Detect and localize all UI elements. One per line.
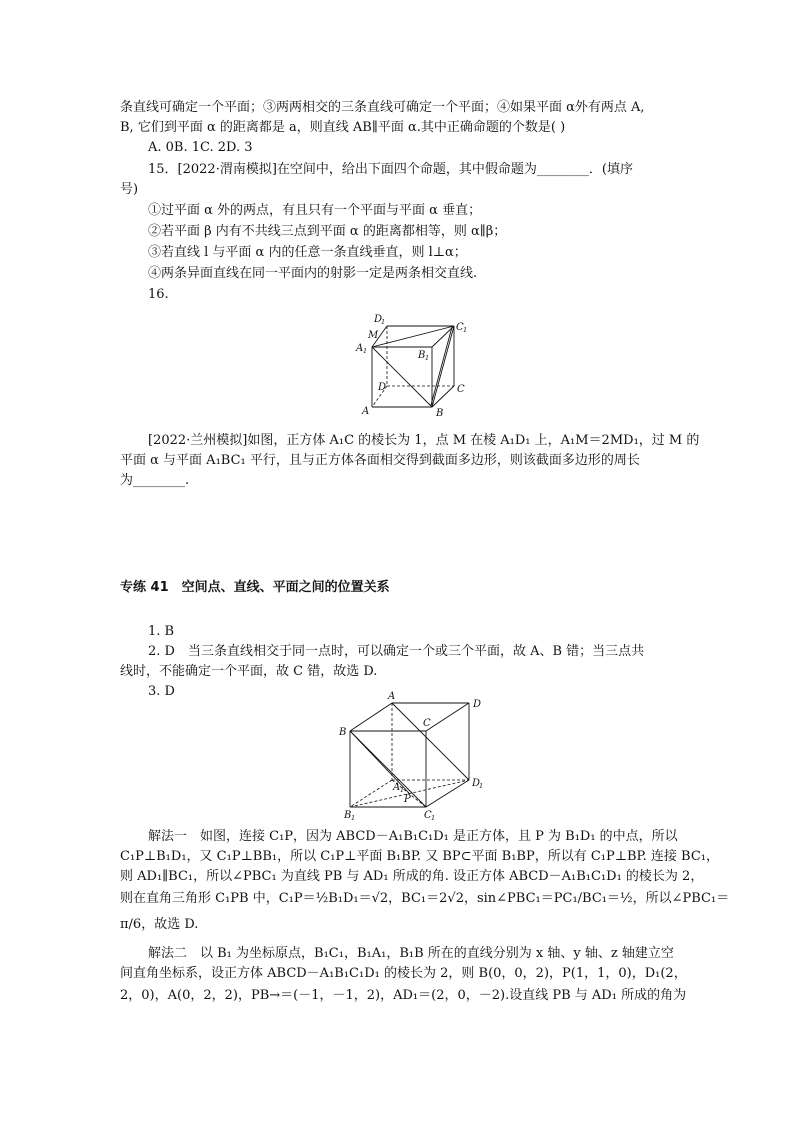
- label-D: D: [378, 382, 387, 393]
- label-B1-sub: 1: [425, 354, 430, 362]
- fig2-label-D1-sub: 1: [479, 782, 484, 790]
- p15-item-2: ②若平面 β 内有不共线三点到平面 α 的距离都相等，则 α∥β；: [148, 224, 507, 239]
- fig2-label-B: B: [339, 727, 347, 738]
- p15-item-4: ④两条异面直线在同一平面内的射影一定是两条相交直线.: [148, 266, 478, 281]
- label-C1: C: [456, 322, 464, 333]
- solution-1-line-4: 则在直角三角形 C₁PB 中，C₁P＝½B₁D₁＝√2，BC₁＝2√2，sin∠PBC₁＝PC₁/BC₁＝½，所以∠PBC₁＝: [120, 891, 730, 906]
- solution-1-line-2: C₁P⊥B₁D₁，又 C₁P⊥BB₁，所以 C₁P⊥平面 B₁BP. 又 BP⊂平面 B₁BP，所以有 C₁P⊥BP. 连接 BC₁，: [120, 849, 720, 864]
- p16-line-2: 平面 α 与平面 A₁BC₁ 平行，且与正方体各面相交得到截面多边形，则该截面多边形的周长: [120, 453, 640, 468]
- fig2-label-A1-sub: 1: [400, 786, 405, 794]
- fig2-label-B1: B: [344, 810, 352, 821]
- fig2-label-D1: D: [472, 778, 481, 789]
- cube-figure-2: [336, 690, 496, 826]
- label-M: M: [368, 330, 379, 341]
- solution-1-line-1: 解法一 如图，连接 C₁P，因为 ABCD－A₁B₁C₁D₁ 是正方体，且 P 为 B₁D₁ 的中点，所以: [148, 829, 678, 844]
- solution-1-line-3: 则 AD₁∥BC₁，所以∠PBC₁ 为直线 PB 与 AD₁ 所成的角. 设正方体 ABCD－A₁B₁C₁D₁ 的棱长为 2，: [120, 869, 704, 884]
- p14-line-1: 条直线可确定一个平面；③两两相交的三条直线可确定一个平面；④如果平面 α外有两点 A,: [120, 100, 645, 115]
- fig2-label-C: C: [423, 718, 431, 729]
- p16-line-1: [2022·兰州模拟]如图，正方体 A₁C 的棱长为 1，点 M 在棱 A₁D₁ 上，A₁M＝2MD₁，过 M 的: [148, 433, 700, 448]
- label-B: B: [436, 408, 444, 419]
- section-title: 专练 41 空间点、直线、平面之间的位置关系: [120, 580, 390, 595]
- answer-1: 1. B: [148, 624, 175, 639]
- fig2-label-A: A: [388, 691, 396, 702]
- p14-line-2: B, 它们到平面 α 的距离都是 a，则直线 AB∥平面 α.其中正确命题的个数是( ): [120, 120, 566, 135]
- solution-2-line-3: 2，0)，A(0，2，2)，PB→＝(－1，－1，2)，AD₁＝(2，0，－2).设直线 PB 与 AD₁ 所成的角为: [120, 988, 687, 1003]
- fig2-label-C1-sub: 1: [431, 814, 436, 822]
- answer-2-line-1: 2. D 当三条直线相交于同一点时，可以确定一个或三个平面，故 A、B 错；当三点共: [148, 644, 645, 659]
- fig2-label-A1: A: [393, 782, 401, 793]
- fig2-label-B1-sub: 1: [351, 814, 356, 822]
- solution-2-line-1: 解法二 以 B₁ 为坐标原点，B₁C₁，B₁A₁，B₁B 所在的直线分别为 x 轴、y 轴、z 轴建立空: [148, 946, 674, 961]
- label-B1: B: [418, 350, 426, 361]
- label-A1: A: [356, 343, 364, 354]
- label-D1: D: [374, 314, 383, 325]
- p16-number: 16.: [148, 287, 169, 302]
- p15-line-1: 15．[2022·渭南模拟]在空间中，给出下面四个命题，其中假命题为________．(填序: [148, 162, 633, 177]
- label-D1-sub: 1: [381, 318, 386, 326]
- solution-1-line-5: π/6，故选 D.: [120, 917, 199, 932]
- label-C1-sub: 1: [463, 326, 468, 334]
- p15-item-3: ③若直线 l 与平面 α 内的任意一条直线垂直，则 l⊥α；: [148, 245, 467, 260]
- label-C: C: [457, 384, 465, 395]
- label-A1-sub: 1: [363, 347, 368, 355]
- fig2-label-P: P: [404, 794, 411, 805]
- fig2-label-D: D: [473, 699, 482, 710]
- p14-options: A. 0B. 1C. 2D. 3: [148, 140, 253, 155]
- label-A: A: [362, 406, 370, 417]
- fig2-label-C1: C: [424, 810, 432, 821]
- p15-item-1: ①过平面 α 外的两点，有且只有一个平面与平面 α 垂直；: [148, 203, 482, 218]
- answer-2-line-2: 线时，不能确定一个平面，故 C 错，故选 D.: [120, 664, 378, 679]
- answer-3: 3. D: [148, 684, 175, 699]
- p16-line-3: 为________.: [120, 473, 190, 488]
- solution-2-line-2: 间直角坐标系，设正方体 ABCD－A₁B₁C₁D₁ 的棱长为 2，则 B(0，0，2)，P(1，1，0)，D₁(2，: [120, 966, 687, 981]
- p15-line-2: 号): [120, 182, 139, 197]
- cube-figure-1: [350, 310, 480, 422]
